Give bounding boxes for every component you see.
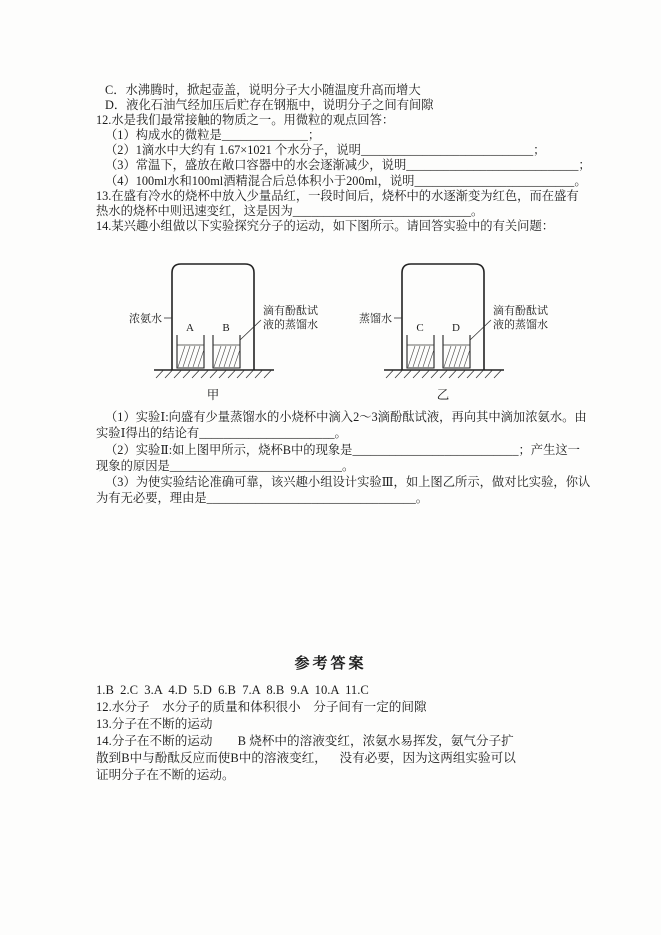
text-line: 为有无必要，理由是__________________________________。 (96, 491, 429, 506)
beaker-b-label: B (222, 322, 230, 334)
ground-hatching (386, 371, 501, 379)
text-line: C．水沸腾时，掀起壶盖，说明分子大小随温度升高而增大 (105, 83, 421, 97)
text-line: （1）实验Ⅰ:向盛有少量蒸馏水的小烧杯中滴入2～3滴酚酞试液，再向其中滴加浓氨水。由 (105, 410, 587, 424)
right-reagent-label-line2: 液的蒸馏水 (493, 319, 548, 331)
text-line: （1）构成水的微粒是______________； (105, 128, 321, 143)
text-line: （4）100ml水和100ml酒精混合后总体积小于200ml，说明__________________________。 (105, 173, 587, 188)
right-reagent-label-line1: 滴有酚酞试 (263, 305, 318, 317)
apparatus-caption: 乙 (436, 388, 450, 402)
text-line: （3）常温下，盛放在敞口容器中的水会逐渐减少，说明____________________________； (105, 158, 591, 173)
text-line: 13.分子在不断的运动 (96, 716, 213, 731)
liquid-hatching-d (444, 346, 470, 367)
text-line: 实验Ⅰ得出的结论有______________________。 (96, 426, 347, 441)
answers-text-block (96, 682, 576, 783)
right-leader-line (240, 320, 261, 340)
liquid-hatching-a (178, 346, 204, 367)
beaker-d (443, 335, 470, 368)
liquid-hatching-c (408, 346, 434, 367)
text-line: 现象的原因是____________________________。 (96, 458, 355, 473)
text-line: D．液化石油气经加压后贮存在钢瓶中，说明分子之间有间隙 (105, 98, 434, 113)
beaker-c-label: C (416, 322, 424, 334)
apparatus-caption: 甲 (206, 388, 220, 402)
text-line: 14.某兴趣小组做以下实验探究分子的运动，如下图所示。请回答实验中的有关问题： (96, 218, 555, 233)
question-text-block (96, 83, 591, 234)
text-line: 热水的烧杯中则迅速变红，这是因为_____________________________。 (96, 203, 484, 218)
text-line: 13.在盛有冷水的烧杯中放入少量品红，一段时间后，烧杯中的水逐渐变为红色，而在盛有 (96, 188, 579, 203)
text-line: （3）为使实验结论准确可靠，该兴趣小组设计实验Ⅲ，如上图乙所示，做对比实验，你认 (105, 475, 591, 490)
beaker-b (213, 335, 240, 368)
text-line: 12.水是我们最常接触的物质之一。用微粒的观点回答： (96, 113, 395, 128)
liquid-hatching-b (214, 346, 240, 367)
text-line: 散到B中与酚酞反应而使B中的溶液变红， 没有必要，因为这两组实验可以 (96, 750, 516, 765)
beaker-d-label: D (452, 322, 460, 334)
beaker-a-label: A (186, 322, 194, 334)
text-line: 证明分子在不断的运动。 (96, 767, 235, 782)
answers-section-title: 参考答案 (294, 656, 367, 672)
left-reagent-label: 蒸馏水 (359, 313, 392, 325)
text-line: 14.分子在不断的运动 B 烧杯中的溶液变红，浓氨水易挥发，氨气分子扩 (96, 733, 514, 748)
text-line: （2）实验Ⅱ:如上图甲所示，烧杯B中的现象是___________________________；产生这一 (105, 442, 580, 457)
experiment-diagram-yi (342, 256, 572, 404)
left-reagent-label: 浓氨水 (129, 313, 162, 325)
right-reagent-label-line1: 滴有酚酞试 (493, 305, 548, 317)
sub-question-text-block (96, 409, 591, 507)
text-line: （2）1滴水中大约有 1.67×1021 个水分子，说明____________________________； (105, 143, 546, 158)
experiment-diagram-jia (112, 256, 342, 404)
text-line: 12.水分子 水分子的质量和体积很小 分子间有一定的间隙 (96, 699, 427, 714)
ground-hatching (156, 371, 271, 379)
right-reagent-label-line2: 液的蒸馏水 (263, 319, 318, 331)
beaker-c (407, 335, 434, 368)
text-line: 1.B 2.C 3.A 4.D 5.D 6.B 7.A 8.B 9.A 10.A 11.C (96, 683, 369, 697)
right-leader-line (470, 320, 491, 340)
beaker-a (177, 335, 204, 368)
